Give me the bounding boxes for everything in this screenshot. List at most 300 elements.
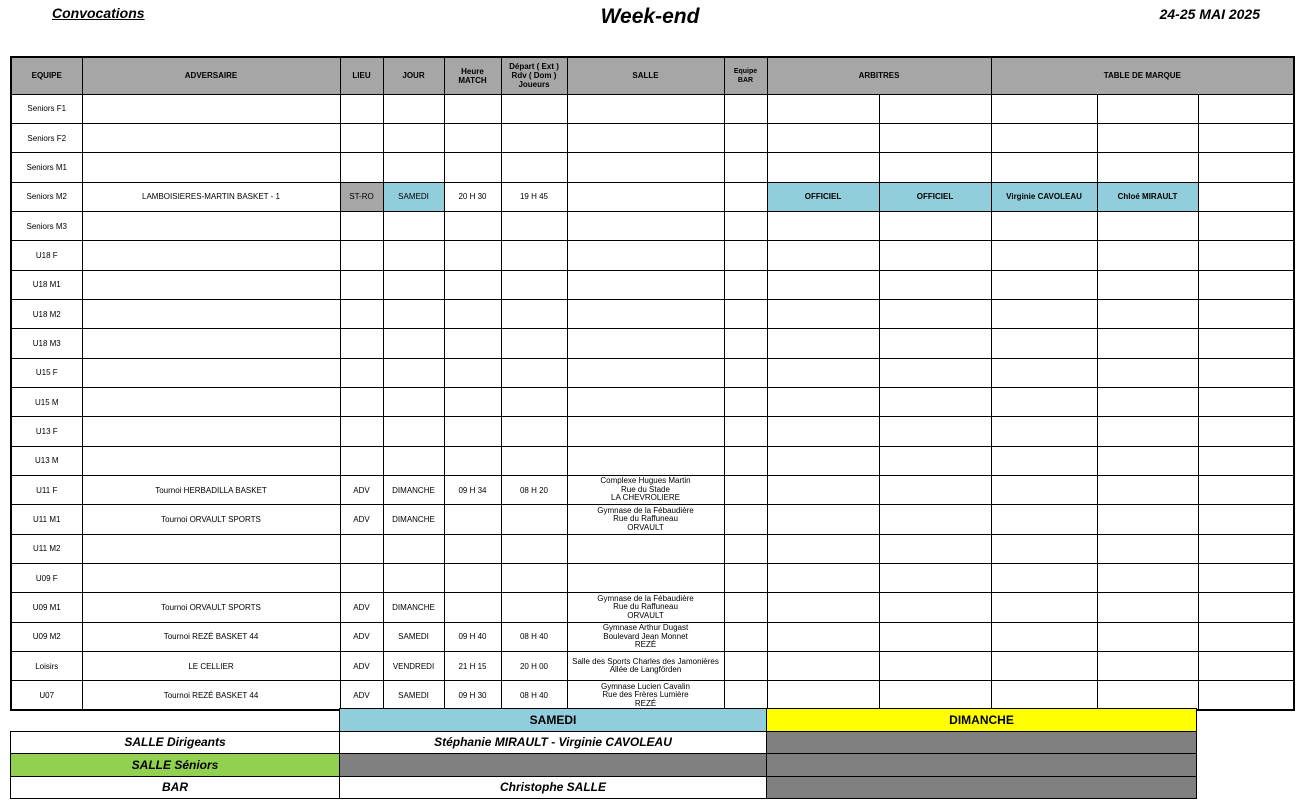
footer-samedi-value: Stéphanie MIRAULT - Virginie CAVOLEAU <box>340 731 767 754</box>
table-marque-1-cell <box>991 241 1097 270</box>
equipe-cell: U18 M1 <box>11 270 82 299</box>
salle-line: Rue du Stade <box>621 484 670 494</box>
bar-cell <box>724 652 767 681</box>
salle-cell <box>567 211 724 240</box>
depart-cell <box>501 270 567 299</box>
arbitre-2-cell <box>879 534 991 563</box>
table-marque-1-cell <box>991 622 1097 651</box>
footer-row-seniors <box>11 754 1197 777</box>
bar-cell <box>724 681 767 710</box>
lieu-cell <box>340 211 383 240</box>
lieu-cell <box>340 299 383 328</box>
equipe-cell: U07 <box>11 681 82 710</box>
footer-header-row <box>11 709 1197 732</box>
equipe-cell: Loisirs <box>11 652 82 681</box>
heure-cell <box>444 534 501 563</box>
adversaire-cell <box>82 564 340 593</box>
depart-cell <box>501 564 567 593</box>
equipe-cell: Seniors M1 <box>11 153 82 182</box>
bar-cell <box>724 534 767 563</box>
salle-cell <box>567 329 724 358</box>
adversaire-cell <box>82 153 340 182</box>
lieu-cell <box>340 94 383 123</box>
bar-cell <box>724 153 767 182</box>
table-row <box>11 417 1294 446</box>
table-marque-2-cell <box>1097 564 1198 593</box>
heure-cell: 09 H 30 <box>444 681 501 710</box>
depart-cell <box>501 299 567 328</box>
salle-line: Complexe Hugues Martin <box>600 476 691 486</box>
equipe-cell: Seniors M2 <box>11 182 82 211</box>
bar-cell <box>724 182 767 211</box>
table-row <box>11 358 1294 387</box>
heure-cell <box>444 329 501 358</box>
adversaire-cell <box>82 358 340 387</box>
lieu-cell <box>340 387 383 416</box>
lieu-cell: ADV <box>340 652 383 681</box>
jour-cell <box>383 358 444 387</box>
lieu-cell: ADV <box>340 505 383 534</box>
salle-cell <box>567 475 724 504</box>
jour-cell <box>383 446 444 475</box>
arbitre-1-cell <box>767 123 879 152</box>
table-marque-3-cell <box>1198 241 1294 270</box>
salle-line: Gymnase Lucien Cavalin <box>601 681 690 691</box>
equipe-cell: U18 F <box>11 241 82 270</box>
salle-line: Rue du Raffuneau <box>613 514 678 524</box>
table-row <box>11 94 1294 123</box>
footer-label: SALLE Dirigeants <box>11 731 340 754</box>
depart-cell <box>501 417 567 446</box>
jour-cell <box>383 387 444 416</box>
equipe-cell: U09 F <box>11 564 82 593</box>
heure-cell <box>444 241 501 270</box>
col-depart-l3: Joueurs <box>518 80 550 90</box>
table-row <box>11 270 1294 299</box>
table-marque-2-cell <box>1097 123 1198 152</box>
salle-line: LA CHEVROLIERE <box>611 493 680 503</box>
lieu-cell <box>340 329 383 358</box>
equipe-cell: U11 M1 <box>11 505 82 534</box>
jour-cell <box>383 270 444 299</box>
equipe-cell: U11 F <box>11 475 82 504</box>
heure-cell <box>444 593 501 622</box>
table-marque-3-cell <box>1198 417 1294 446</box>
table-marque-3-cell <box>1198 475 1294 504</box>
adversaire-cell <box>82 211 340 240</box>
bar-cell <box>724 387 767 416</box>
table-marque-1-cell <box>991 123 1097 152</box>
salle-cell <box>567 622 724 651</box>
heure-cell <box>444 358 501 387</box>
table-marque-1-cell <box>991 329 1097 358</box>
table-row <box>11 299 1294 328</box>
bar-cell <box>724 329 767 358</box>
salle-cell <box>567 299 724 328</box>
footer-row-dirigeants <box>11 731 1197 754</box>
salle-line: Gymnase de la Fébaudière <box>597 593 694 603</box>
table-marque-1-cell <box>991 387 1097 416</box>
arbitre-1-cell <box>767 593 879 622</box>
depart-cell <box>501 153 567 182</box>
table-marque-1-cell <box>991 505 1097 534</box>
table-marque-2-cell <box>1097 534 1198 563</box>
salle-line: ORVAULT <box>627 522 664 532</box>
equipe-cell: U09 M2 <box>11 622 82 651</box>
arbitre-2-cell <box>879 475 991 504</box>
table-row <box>11 182 1294 211</box>
footer-row-bar <box>11 776 1197 799</box>
bar-cell <box>724 299 767 328</box>
salle-cell <box>567 123 724 152</box>
salle-line: Gymnase Arthur Dugast <box>602 623 689 633</box>
heure-cell <box>444 417 501 446</box>
arbitre-1-cell <box>767 94 879 123</box>
table-marque-3-cell <box>1198 564 1294 593</box>
adversaire-cell <box>82 241 340 270</box>
adversaire-cell <box>82 299 340 328</box>
table-marque-2-cell <box>1097 270 1198 299</box>
salle-cell <box>567 564 724 593</box>
table-marque-1-cell <box>991 475 1097 504</box>
table-row <box>11 681 1294 710</box>
table-row <box>11 505 1294 534</box>
arbitre-1-cell <box>767 564 879 593</box>
col-depart-l1: Départ ( Ext ) <box>509 62 559 72</box>
salle-cell <box>567 241 724 270</box>
arbitre-2-cell <box>879 123 991 152</box>
heure-cell <box>444 299 501 328</box>
convocations-title: Convocations <box>52 5 145 21</box>
lieu-cell: ADV <box>340 593 383 622</box>
col-arbitres: ARBITRES <box>767 57 991 94</box>
col-salle: SALLE <box>567 57 724 94</box>
convocations-table <box>10 56 1295 711</box>
jour-cell <box>383 211 444 240</box>
table-marque-3-cell <box>1198 681 1294 710</box>
table-marque-3-cell <box>1198 329 1294 358</box>
bar-cell <box>724 241 767 270</box>
arbitre-1-cell <box>767 417 879 446</box>
arbitre-1-cell <box>767 681 879 710</box>
heure-cell: 20 H 30 <box>444 182 501 211</box>
footer-samedi-value <box>340 754 767 777</box>
arbitre-1-cell <box>767 358 879 387</box>
depart-cell: 20 H 00 <box>501 652 567 681</box>
arbitre-1-cell <box>767 270 879 299</box>
table-marque-2-cell <box>1097 241 1198 270</box>
footer-dimanche-value <box>767 754 1197 777</box>
table-marque-2-cell <box>1097 475 1198 504</box>
arbitre-1-cell <box>767 299 879 328</box>
table-marque-2-cell <box>1097 387 1198 416</box>
table-row <box>11 652 1294 681</box>
arbitre-1-cell: OFFICIEL <box>767 182 879 211</box>
heure-cell <box>444 123 501 152</box>
arbitre-2-cell <box>879 94 991 123</box>
table-marque-2-cell <box>1097 652 1198 681</box>
bar-cell <box>724 564 767 593</box>
equipe-cell: U18 M2 <box>11 299 82 328</box>
bar-cell <box>724 446 767 475</box>
arbitre-2-cell <box>879 329 991 358</box>
table-marque-2-cell <box>1097 593 1198 622</box>
equipe-cell: U18 M3 <box>11 329 82 358</box>
salle-cell <box>567 417 724 446</box>
table-marque-3-cell <box>1198 593 1294 622</box>
depart-cell <box>501 211 567 240</box>
salle-line: Rue des Frères Lumière <box>602 690 689 700</box>
arbitre-2-cell <box>879 358 991 387</box>
col-heure-l2: MATCH <box>458 75 487 85</box>
adversaire-cell: Tournoi REZÉ BASKET 44 <box>82 681 340 710</box>
heure-cell <box>444 211 501 240</box>
bar-cell <box>724 622 767 651</box>
table-marque-3-cell <box>1198 123 1294 152</box>
table-row <box>11 153 1294 182</box>
adversaire-cell: LE CELLIER <box>82 652 340 681</box>
salle-line: Gymnase de la Fébaudière <box>597 505 694 515</box>
depart-cell <box>501 446 567 475</box>
footer-corner <box>11 709 340 732</box>
adversaire-cell: Tournoi ORVAULT SPORTS <box>82 593 340 622</box>
table-row <box>11 564 1294 593</box>
adversaire-cell: Tournoi REZÉ BASKET 44 <box>82 622 340 651</box>
heure-cell <box>444 270 501 299</box>
table-marque-3-cell <box>1198 358 1294 387</box>
equipe-cell: U13 M <box>11 446 82 475</box>
salle-cell <box>567 593 724 622</box>
lieu-cell <box>340 241 383 270</box>
jour-cell: DIMANCHE <box>383 593 444 622</box>
table-marque-1-cell <box>991 652 1097 681</box>
salle-cell <box>567 94 724 123</box>
arbitre-2-cell <box>879 446 991 475</box>
col-heure <box>444 57 501 94</box>
lieu-cell <box>340 270 383 299</box>
table-marque-3-cell <box>1198 94 1294 123</box>
table-marque-3-cell <box>1198 153 1294 182</box>
jour-cell: DIMANCHE <box>383 475 444 504</box>
adversaire-cell: Tournoi HERBADILLA BASKET <box>82 475 340 504</box>
table-marque-1-cell <box>991 94 1097 123</box>
footer-dimanche-value <box>767 776 1197 799</box>
jour-cell: SAMEDI <box>383 622 444 651</box>
table-marque-2-cell <box>1097 505 1198 534</box>
col-depart <box>501 57 567 94</box>
equipe-cell: Seniors F2 <box>11 123 82 152</box>
page-title: Week-end <box>600 5 700 28</box>
col-heure-l1: Heure <box>461 66 484 76</box>
col-adversaire: ADVERSAIRE <box>82 57 340 94</box>
equipe-cell: U15 F <box>11 358 82 387</box>
bar-cell <box>724 505 767 534</box>
footer-label: SALLE Séniors <box>11 754 340 777</box>
salle-line: Salle des Sports Charles des Jamonières <box>572 656 719 666</box>
bar-cell <box>724 211 767 240</box>
jour-cell: SAMEDI <box>383 182 444 211</box>
table-marque-3-cell <box>1198 211 1294 240</box>
table-row <box>11 593 1294 622</box>
table-marque-2-cell <box>1097 622 1198 651</box>
salle-line: Allée de Langförden <box>609 665 682 675</box>
table-row <box>11 475 1294 504</box>
bar-cell <box>724 123 767 152</box>
heure-cell <box>444 564 501 593</box>
salle-line: REZÉ <box>634 698 657 708</box>
arbitre-2-cell <box>879 681 991 710</box>
table-marque-3-cell <box>1198 652 1294 681</box>
table-marque-1-cell <box>991 211 1097 240</box>
lieu-cell <box>340 564 383 593</box>
table-row <box>11 123 1294 152</box>
table-marque-2-cell <box>1097 299 1198 328</box>
col-table-marque: TABLE DE MARQUE <box>991 57 1294 94</box>
footer-dimanche-header: DIMANCHE <box>767 709 1197 732</box>
adversaire-cell: Tournoi ORVAULT SPORTS <box>82 505 340 534</box>
depart-cell <box>501 505 567 534</box>
table-marque-1-cell: Virginie CAVOLEAU <box>991 182 1097 211</box>
table-marque-1-cell <box>991 270 1097 299</box>
table-marque-1-cell <box>991 681 1097 710</box>
bar-cell <box>724 475 767 504</box>
table-marque-3-cell <box>1198 387 1294 416</box>
salle-cell <box>567 534 724 563</box>
arbitre-1-cell <box>767 446 879 475</box>
arbitre-2-cell <box>879 417 991 446</box>
salle-cell <box>567 446 724 475</box>
table-marque-1-cell <box>991 417 1097 446</box>
lieu-cell <box>340 153 383 182</box>
table-marque-1-cell <box>991 358 1097 387</box>
jour-cell <box>383 241 444 270</box>
equipe-cell: U11 M2 <box>11 534 82 563</box>
table-marque-2-cell <box>1097 94 1198 123</box>
lieu-cell <box>340 446 383 475</box>
adversaire-cell <box>82 270 340 299</box>
arbitre-2-cell <box>879 593 991 622</box>
arbitre-2-cell <box>879 241 991 270</box>
arbitre-2-cell <box>879 564 991 593</box>
col-equipe: EQUIPE <box>11 57 82 94</box>
arbitre-1-cell <box>767 622 879 651</box>
adversaire-cell <box>82 417 340 446</box>
col-bar-l1: Equipe <box>733 67 758 75</box>
heure-cell <box>444 153 501 182</box>
date-range: 24-25 MAI 2025 <box>1159 6 1260 22</box>
arbitre-2-cell <box>879 622 991 651</box>
jour-cell <box>383 299 444 328</box>
table-marque-1-cell <box>991 153 1097 182</box>
salle-cell <box>567 652 724 681</box>
bar-cell <box>724 417 767 446</box>
adversaire-cell <box>82 123 340 152</box>
table-marque-3-cell <box>1198 299 1294 328</box>
arbitre-2-cell: OFFICIEL <box>879 182 991 211</box>
arbitre-2-cell <box>879 153 991 182</box>
table-header-row <box>11 57 1294 94</box>
heure-cell <box>444 94 501 123</box>
jour-cell <box>383 417 444 446</box>
bar-cell <box>724 94 767 123</box>
salle-line: ORVAULT <box>627 610 664 620</box>
adversaire-cell <box>82 387 340 416</box>
table-marque-1-cell <box>991 299 1097 328</box>
equipe-cell: U15 M <box>11 387 82 416</box>
adversaire-cell <box>82 94 340 123</box>
depart-cell <box>501 387 567 416</box>
jour-cell <box>383 564 444 593</box>
arbitre-1-cell <box>767 329 879 358</box>
arbitre-1-cell <box>767 387 879 416</box>
arbitre-1-cell <box>767 534 879 563</box>
depart-cell: 08 H 40 <box>501 622 567 651</box>
table-marque-2-cell <box>1097 211 1198 240</box>
heure-cell <box>444 387 501 416</box>
table-marque-1-cell <box>991 534 1097 563</box>
table-row <box>11 241 1294 270</box>
adversaire-cell <box>82 329 340 358</box>
lieu-cell: ST-RO <box>340 182 383 211</box>
table-marque-3-cell <box>1198 270 1294 299</box>
col-lieu: LIEU <box>340 57 383 94</box>
table-row <box>11 446 1294 475</box>
depart-cell: 08 H 40 <box>501 681 567 710</box>
footer-samedi-header: SAMEDI <box>340 709 767 732</box>
table-row <box>11 622 1294 651</box>
depart-cell <box>501 358 567 387</box>
table-row <box>11 211 1294 240</box>
bar-cell <box>724 593 767 622</box>
table-marque-2-cell <box>1097 153 1198 182</box>
table-marque-1-cell <box>991 564 1097 593</box>
col-bar <box>724 57 767 94</box>
lieu-cell: ADV <box>340 681 383 710</box>
table-marque-2-cell <box>1097 358 1198 387</box>
equipe-cell: Seniors F1 <box>11 94 82 123</box>
adversaire-cell <box>82 446 340 475</box>
salle-cell <box>567 505 724 534</box>
salle-line: REZÉ <box>634 640 657 650</box>
depart-cell <box>501 329 567 358</box>
col-depart-l2: Rdv ( Dom ) <box>511 71 557 81</box>
depart-cell: 19 H 45 <box>501 182 567 211</box>
depart-cell <box>501 534 567 563</box>
heure-cell: 09 H 40 <box>444 622 501 651</box>
depart-cell: 08 H 20 <box>501 475 567 504</box>
table-row <box>11 329 1294 358</box>
salle-cell <box>567 358 724 387</box>
salle-cell <box>567 182 724 211</box>
arbitre-1-cell <box>767 652 879 681</box>
jour-cell <box>383 329 444 358</box>
table-marque-3-cell <box>1198 534 1294 563</box>
depart-cell <box>501 123 567 152</box>
arbitre-2-cell <box>879 270 991 299</box>
equipe-cell: Seniors M3 <box>11 211 82 240</box>
table-marque-2-cell <box>1097 446 1198 475</box>
arbitre-1-cell <box>767 211 879 240</box>
arbitre-2-cell <box>879 387 991 416</box>
table-marque-3-cell <box>1198 182 1294 211</box>
adversaire-cell: LAMBOISIERES-MARTIN BASKET - 1 <box>82 182 340 211</box>
jour-cell <box>383 153 444 182</box>
arbitre-1-cell <box>767 241 879 270</box>
footer-label: BAR <box>11 776 340 799</box>
table-marque-3-cell <box>1198 622 1294 651</box>
depart-cell <box>501 241 567 270</box>
arbitre-2-cell <box>879 652 991 681</box>
